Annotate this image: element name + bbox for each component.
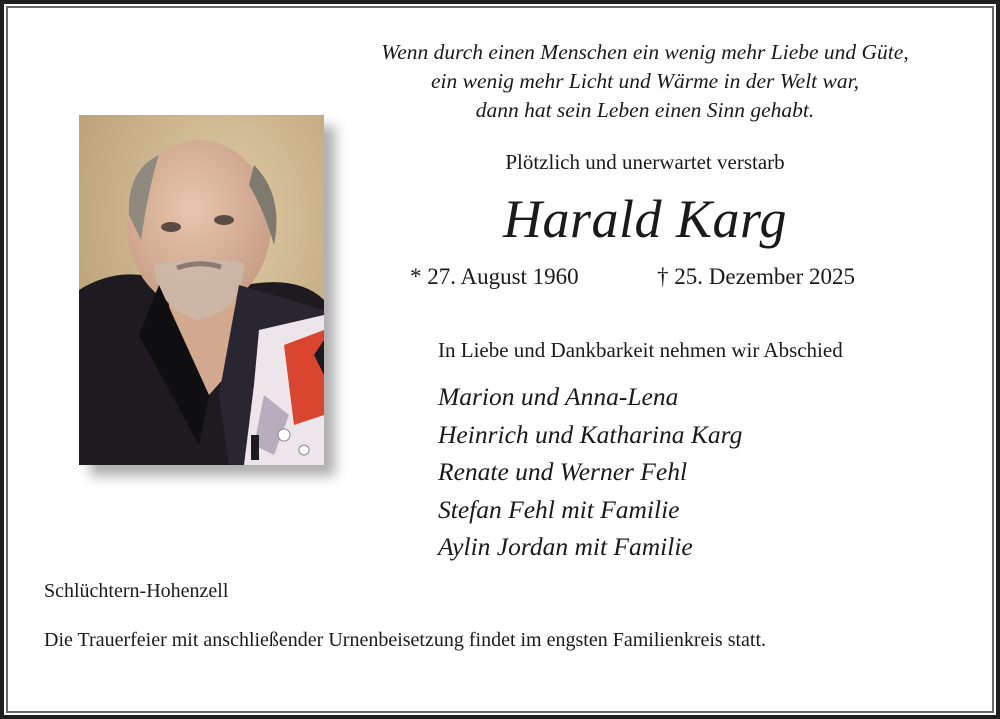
deceased-name: Harald Karg [502,189,788,249]
mourner-item: Heinrich und Katharina Karg [438,419,743,449]
portrait-photo [79,115,324,465]
ceremony-note: Die Trauerfeier mit anschließender Urnenbeisetzung findet im engsten Familienkreis statt. [44,629,767,651]
mourner-item: Marion und Anna-Lena [438,382,679,411]
poem-line: Wenn durch einen Menschen ein wenig mehr Liebe und Güte, [381,40,909,64]
mourner-item: Aylin Jordan mit Familie [438,532,693,561]
farewell-text: In Liebe und Dankbarkeit nehmen wir Abschied [438,338,843,362]
birth-date: * 27. August 1960 [410,264,579,289]
mourner-item: Renate und Werner Fehl [438,457,688,486]
poem-line: ein wenig mehr Licht und Wärme in der Welt war, [431,69,859,93]
memorial-poem [340,38,950,125]
mourners-list [438,378,742,566]
mourner-item: Stefan Fehl mit Familie [438,494,680,524]
portrait-image-icon [79,115,324,465]
poem-line: dann hat sein Leben einen Sinn gehabt. [475,98,815,122]
intro-text: Plötzlich und unerwartet verstarb [505,150,785,174]
death-date: † 25. Dezember 2025 [657,264,855,289]
place-name: Schlüchtern-Hohenzell [44,580,229,602]
